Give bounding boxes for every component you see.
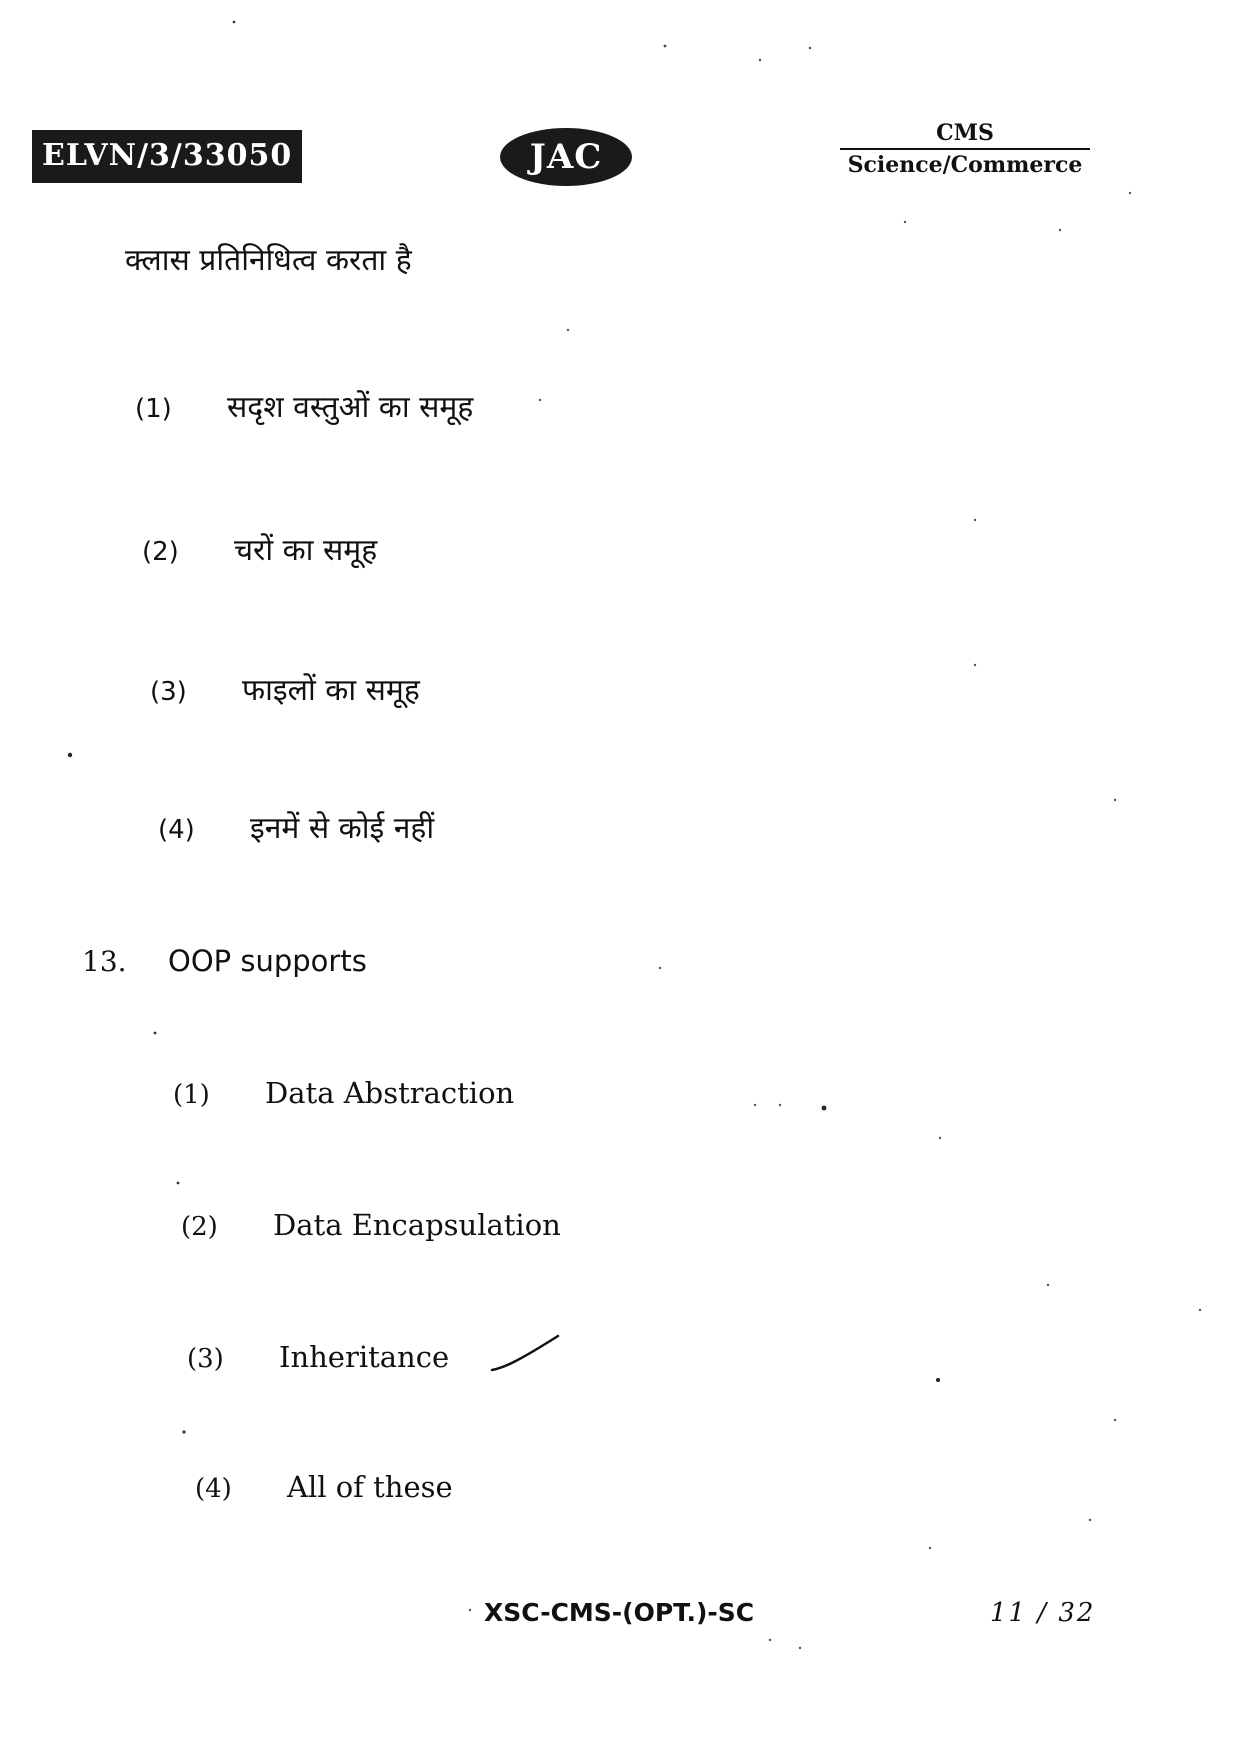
option-number: (4): [158, 815, 195, 845]
board-logo: JAC: [500, 128, 632, 186]
page-number: 11 / 32: [990, 1598, 1096, 1628]
option-text: Data Encapsulation: [273, 1208, 561, 1242]
option-text: चरों का समूह: [234, 533, 378, 568]
option-number: (2): [142, 537, 179, 567]
subject-code: CMS: [840, 120, 1090, 150]
option-text: All of these: [287, 1470, 453, 1504]
option-text: Inheritance: [279, 1340, 450, 1374]
option-text: इनमें से कोई नहीं: [250, 811, 435, 846]
footer-paper-id: XSC-CMS-(OPT.)-SC: [484, 1598, 755, 1627]
stream-label: Science/Commerce: [847, 152, 1083, 178]
option-number: (3): [150, 677, 187, 707]
option-text: सदृश वस्तुओं का समूह: [227, 390, 474, 425]
paper-code-badge: ELVN/3/33050: [32, 130, 302, 183]
question-12-stem: क्लास प्रतिनिधित्व करता है: [125, 243, 412, 278]
option-number: (4): [195, 1474, 232, 1504]
option-number: (1): [135, 394, 172, 424]
option-number: (1): [173, 1080, 210, 1110]
question-number: 13.: [82, 945, 127, 978]
option-number: (2): [181, 1212, 218, 1242]
question-13-stem: OOP supports: [168, 944, 367, 978]
option-number: (3): [187, 1344, 224, 1374]
option-text: फाइलों का समूह: [242, 673, 420, 708]
option-text: Data Abstraction: [265, 1076, 515, 1110]
